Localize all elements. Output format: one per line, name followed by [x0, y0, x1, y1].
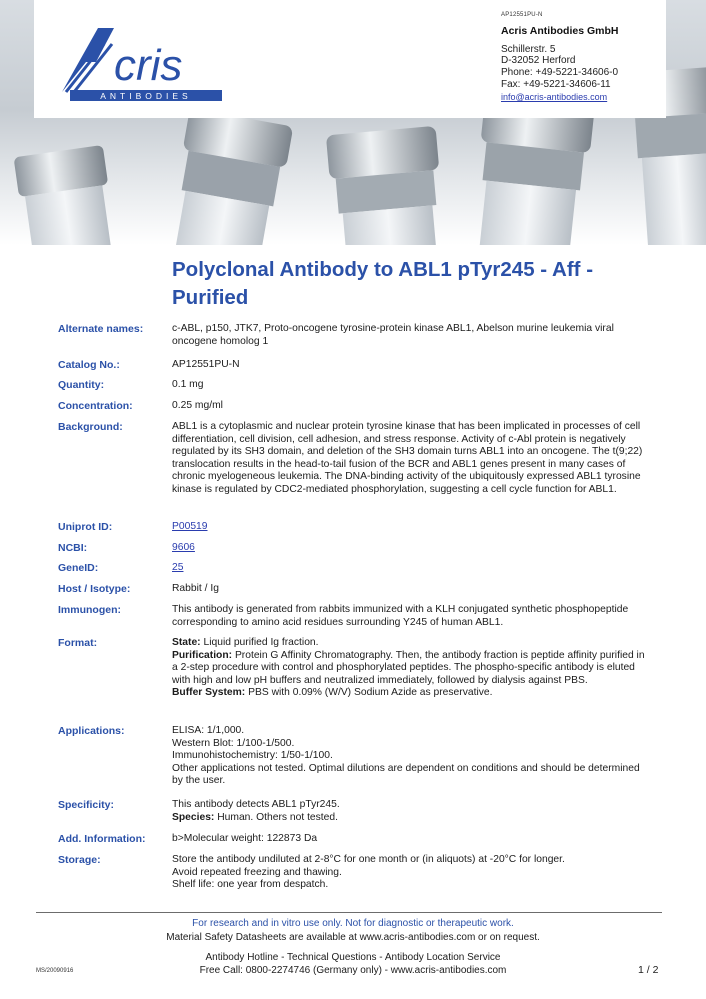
value-catalog-no: AP12551PU-N	[172, 359, 240, 370]
application-line: Immunohistochemistry: 1/50-1/100.	[172, 750, 333, 762]
value-concentration: 0.25 mg/ml	[172, 400, 223, 411]
value-format	[172, 637, 648, 700]
msds-note: Material Safety Datasheets are available at www.acris-antibodies.com or on request.	[166, 932, 540, 943]
value-add-info: b>Molecular weight: 122873 Da	[172, 833, 318, 844]
label-uniprot: Uniprot ID:	[58, 521, 113, 533]
geneid-link[interactable]: 25	[172, 562, 184, 573]
application-line: Western Blot: 1/100-1/500.	[172, 737, 295, 749]
address-street: Schillerstr. 5	[501, 44, 556, 55]
value-quantity: 0.1 mg	[172, 379, 204, 390]
species-label: Species:	[172, 811, 215, 823]
svg-text:ANTIBODIES: ANTIBODIES	[100, 91, 192, 101]
page-title: Polyclonal Antibody to ABL1 pTyr245 - Aff - Purified	[172, 258, 594, 309]
uniprot-link[interactable]: P00519	[172, 521, 208, 532]
application-line: ELISA: 1/1,000.	[172, 725, 245, 736]
value-storage	[172, 854, 648, 892]
label-catalog-no: Catalog No.:	[58, 359, 120, 371]
label-immunogen: Immunogen:	[58, 604, 121, 616]
label-storage: Storage:	[58, 854, 101, 866]
free-call-line: Free Call: 0800-2274746 (Germany only) - www.acris-antibodies.com	[199, 965, 507, 976]
footer-divider	[36, 912, 662, 913]
storage-line: Shelf life: one year from despatch.	[172, 879, 329, 891]
label-ncbi: NCBI:	[58, 542, 88, 554]
specificity-line: This antibody detects ABL1 pTyr245.	[172, 799, 340, 810]
buffer-label: Buffer System:	[172, 687, 246, 699]
application-line: Other applications not tested. Optimal dilutions are dependent on conditions and should be determined by the user.	[172, 762, 640, 787]
address-phone: Phone: +49-5221-34606-0	[501, 67, 619, 78]
label-format: Format:	[58, 637, 98, 649]
research-disclaimer: For research and in vitro use only. Not for diagnostic or therapeutic work.	[192, 918, 514, 929]
company-name: Acris Antibodies GmbH	[501, 25, 619, 37]
storage-line: Avoid repeated freezing and thawing.	[172, 866, 342, 878]
hotline-title: Antibody Hotline - Technical Questions - Antibody Location Service	[205, 952, 501, 963]
value-alternate-names: c-ABL, p150, JTK7, Proto-oncogene tyrosine-protein kinase ABL1, Abelson murine leukemia viral oncogene homolog 1	[172, 323, 614, 347]
buffer-value: PBS with 0.09% (W/V) Sodium Azide as preservative.	[245, 687, 493, 699]
value-applications	[172, 725, 648, 788]
label-concentration: Concentration:	[58, 400, 133, 412]
ncbi-link[interactable]: 9606	[172, 542, 195, 553]
label-quantity: Quantity:	[58, 379, 105, 391]
address-city: D-32052 Herford	[501, 55, 576, 66]
email-link[interactable]: info@acris-antibodies.com	[501, 92, 608, 102]
page-number: 1 / 2	[638, 964, 659, 976]
document-id: MS/20090916	[36, 968, 74, 974]
label-alternate-names: Alternate names:	[58, 323, 144, 335]
label-applications: Applications:	[58, 725, 125, 737]
state-label: State:	[172, 637, 201, 648]
purification-label: Purification:	[172, 649, 233, 661]
address-fax: Fax: +49-5221-34606-11	[501, 79, 611, 90]
value-immunogen: This antibody is generated from rabbits immunized with a KLH conjugated synthetic phosphopeptide corresponding to amino acid residues surrounding Y245 of human ABL1.	[172, 604, 629, 628]
header-banner	[0, 0, 706, 245]
label-host: Host / Isotype:	[58, 583, 131, 595]
label-add-info: Add. Information:	[58, 833, 146, 845]
acris-logo	[56, 22, 226, 104]
svg-text:cris: cris	[114, 41, 183, 90]
species-value: Human. Others not tested.	[214, 811, 338, 823]
state-value: Liquid purified Ig fraction.	[200, 637, 319, 648]
label-geneid: GeneID:	[58, 562, 99, 574]
value-background: ABL1 is a cytoplasmic and nuclear protein tyrosine kinase that has been implicated in processes of cell differentiation, cell division, cell adhesion, and stress response. Activity of c-Abl protein is negatively regulated by its SH3 domain, and deletion of the SH3 domain turns ABL1 into an oncogene. The t(9;22) translocation results in the head-to-tail fusion of the BCR and ABL1 genes present in many cases of chronic myelogeneous leukemia. The DNA-binding activity of the ubiquitously expressed ABL1 tyrosine kinase is regulated by CDC2-mediated phosphorylation, suggesting a cell cycle function for ABL1.	[172, 421, 643, 495]
value-specificity	[172, 799, 648, 824]
purification-value: Protein G Affinity Chromatography. Then, the antibody fraction is peptide affinity purified in a 2-step procedure with control and phosphorylated peptides. The phospho-specific antibody is eluted with high and low pH buffers and neutralized immediately, followed by dialysis against PBS.	[172, 649, 645, 686]
value-host: Rabbit / Ig	[172, 583, 219, 594]
label-background: Background:	[58, 421, 123, 433]
storage-line: Store the antibody undiluted at 2-8°C for one month or (in aliquots) at -20°C for longer.	[172, 854, 565, 865]
label-specificity: Specificity:	[58, 799, 115, 811]
header-catalog-code: AP12551PU-N	[501, 12, 543, 18]
